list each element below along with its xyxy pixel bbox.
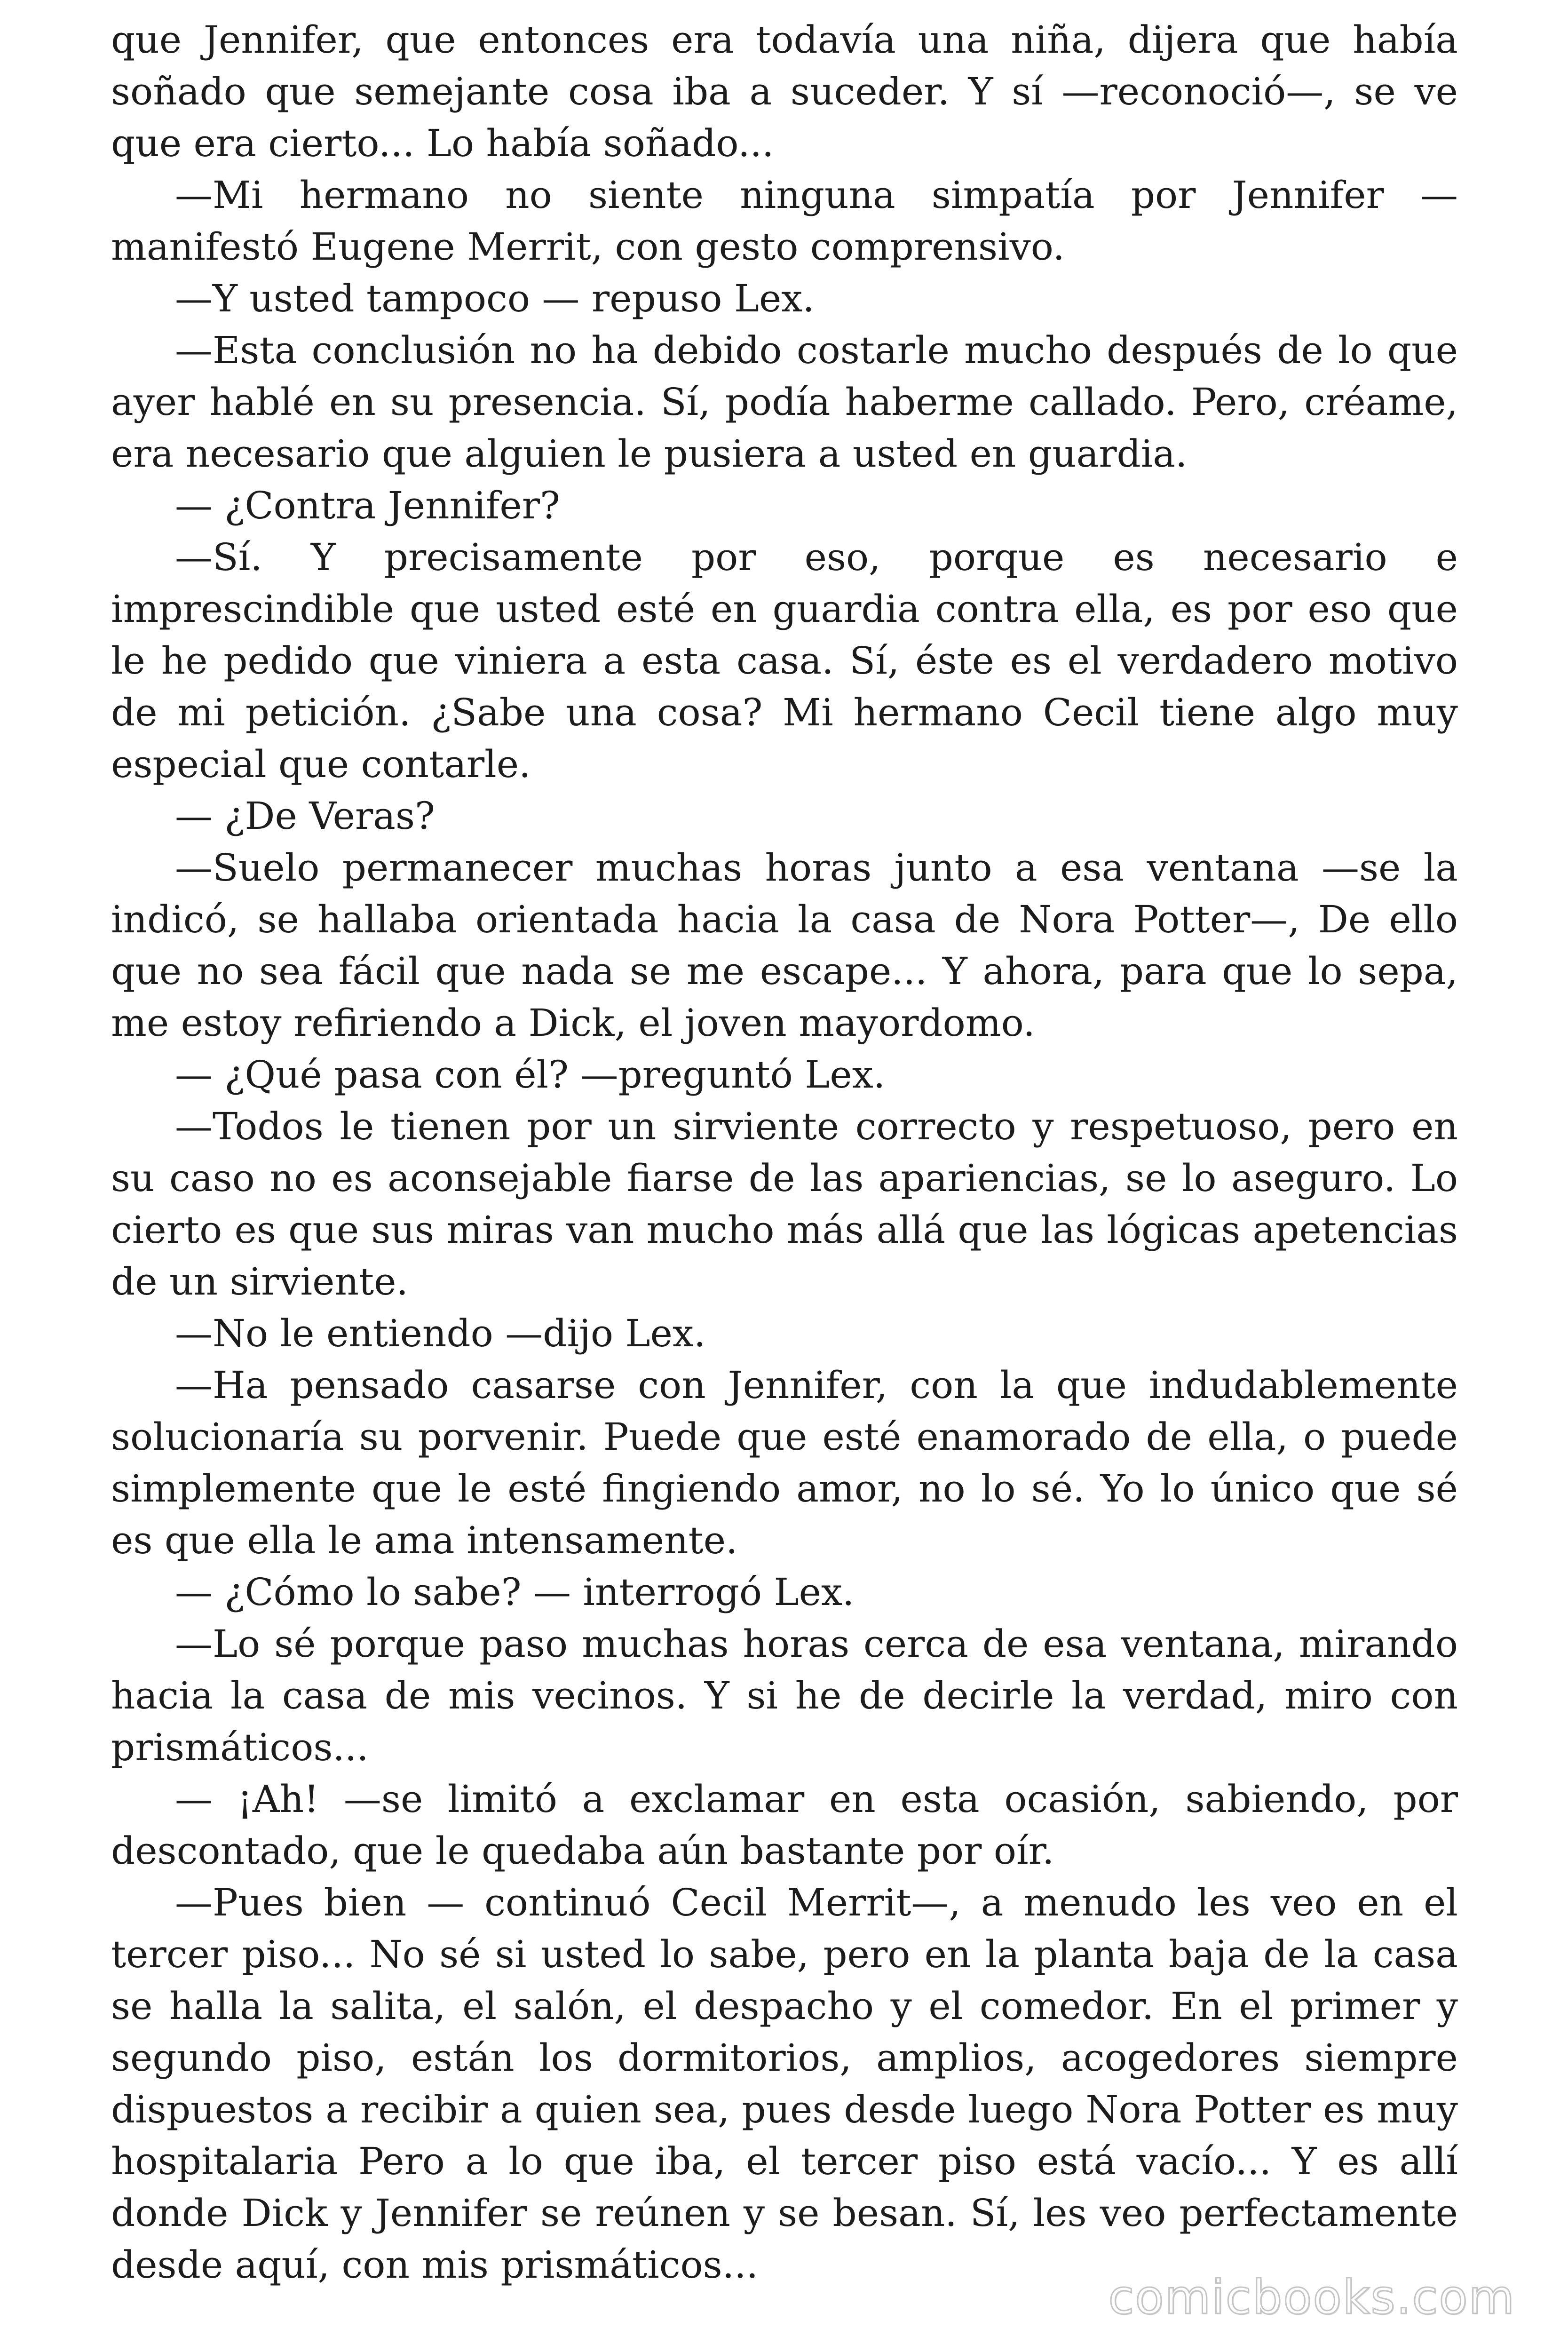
- paragraph: —Mi hermano no siente ninguna simpatía por Jennifer — manifestó Eugene Merrit, con gesto comprensivo.: [111, 173, 1458, 269]
- paragraph: — ¡Ah! —se limitó a exclamar en esta ocasión, sabiendo, por descontado, que le quedaba aún bastante por oír.: [111, 1777, 1458, 1873]
- paragraph: —Y usted tampoco — repuso Lex.: [175, 277, 815, 320]
- book-page: [111, 14, 1458, 2291]
- paragraph: — ¿Cómo lo sabe? — interrogó Lex.: [175, 1570, 855, 1614]
- paragraph: — ¿Qué pasa con él? —preguntó Lex.: [175, 1053, 886, 1097]
- paragraph: —Sí. Y precisamente por eso, porque es necesario e imprescindible que usted esté en guardia contra ella, es por eso que le he pedido que viniera a esta casa. Sí, éste es el verdadero motivo de mi petición. ¿Sabe una cosa? Mi hermano Cecil tiene algo muy especial que contarle.: [111, 535, 1458, 786]
- paragraph: —Ha pensado casarse con Jennifer, con la que indudablemente solucionaría su porvenir. Puede que esté enamorado de ella, o puede simplemente que le esté fingiendo amor, no lo sé. Yo lo único que sé es que ella le ama intensamente.: [111, 1363, 1458, 1562]
- paragraph: — ¿De Veras?: [175, 794, 435, 838]
- paragraph: — ¿Contra Jennifer?: [175, 484, 560, 527]
- paragraph: —No le entiendo —dijo Lex.: [175, 1311, 706, 1355]
- paragraph: —Lo sé porque paso muchas horas cerca de esa ventana, mirando hacia la casa de mis vecinos. Y si he de decirle la verdad, miro con prismáticos...: [111, 1622, 1458, 1769]
- paragraph: —Pues bien — continuó Cecil Merrit—, a menudo les veo en el tercer piso... No sé si usted lo sabe, pero en la planta baja de la casa se halla la salita, el salón, el despacho y el comedor. En el primer y segundo piso, están los dormitorios, amplios, acogedores siempre dispuestos a recibir a quien sea, pues desde luego Nora Potter es muy hospitalaria Pero a lo que iba, el tercer piso está vacío... Y es allí donde Dick y Jennifer se reúnen y se besan. Sí, les veo perfectamente desde aquí, con mis prismáticos...: [111, 1881, 1458, 2287]
- paragraph: —Suelo permanecer muchas horas junto a esa ventana —se la indicó, se hallaba orientada hacia la casa de Nora Potter—, De ello que no sea fácil que nada se me escape... Y ahora, para que lo sepa, me estoy refiriendo a Dick, el joven mayordomo.: [111, 846, 1458, 1045]
- paragraph: —Esta conclusión no ha debido costarle mucho después de lo que ayer hablé en su presencia. Sí, podía haberme callado. Pero, créame, era necesario que alguien le pusiera a usted en guardia.: [111, 328, 1458, 476]
- paragraph: —Todos le tienen por un sirviente correcto y respetuoso, pero en su caso no es aconsejable fiarse de las apariencias, se lo aseguro. Lo cierto es que sus miras van mucho más allá que las lógicas apetencias de un sirviente.: [111, 1104, 1458, 1303]
- watermark: comicbooks.com: [1108, 2270, 1515, 2325]
- paragraph: que Jennifer, que entonces era todavía una niña, dijera que había soñado que semejante cosa iba a suceder. Y sí —reconoció—, se ve que era cierto... Lo había soñado...: [111, 18, 1458, 165]
